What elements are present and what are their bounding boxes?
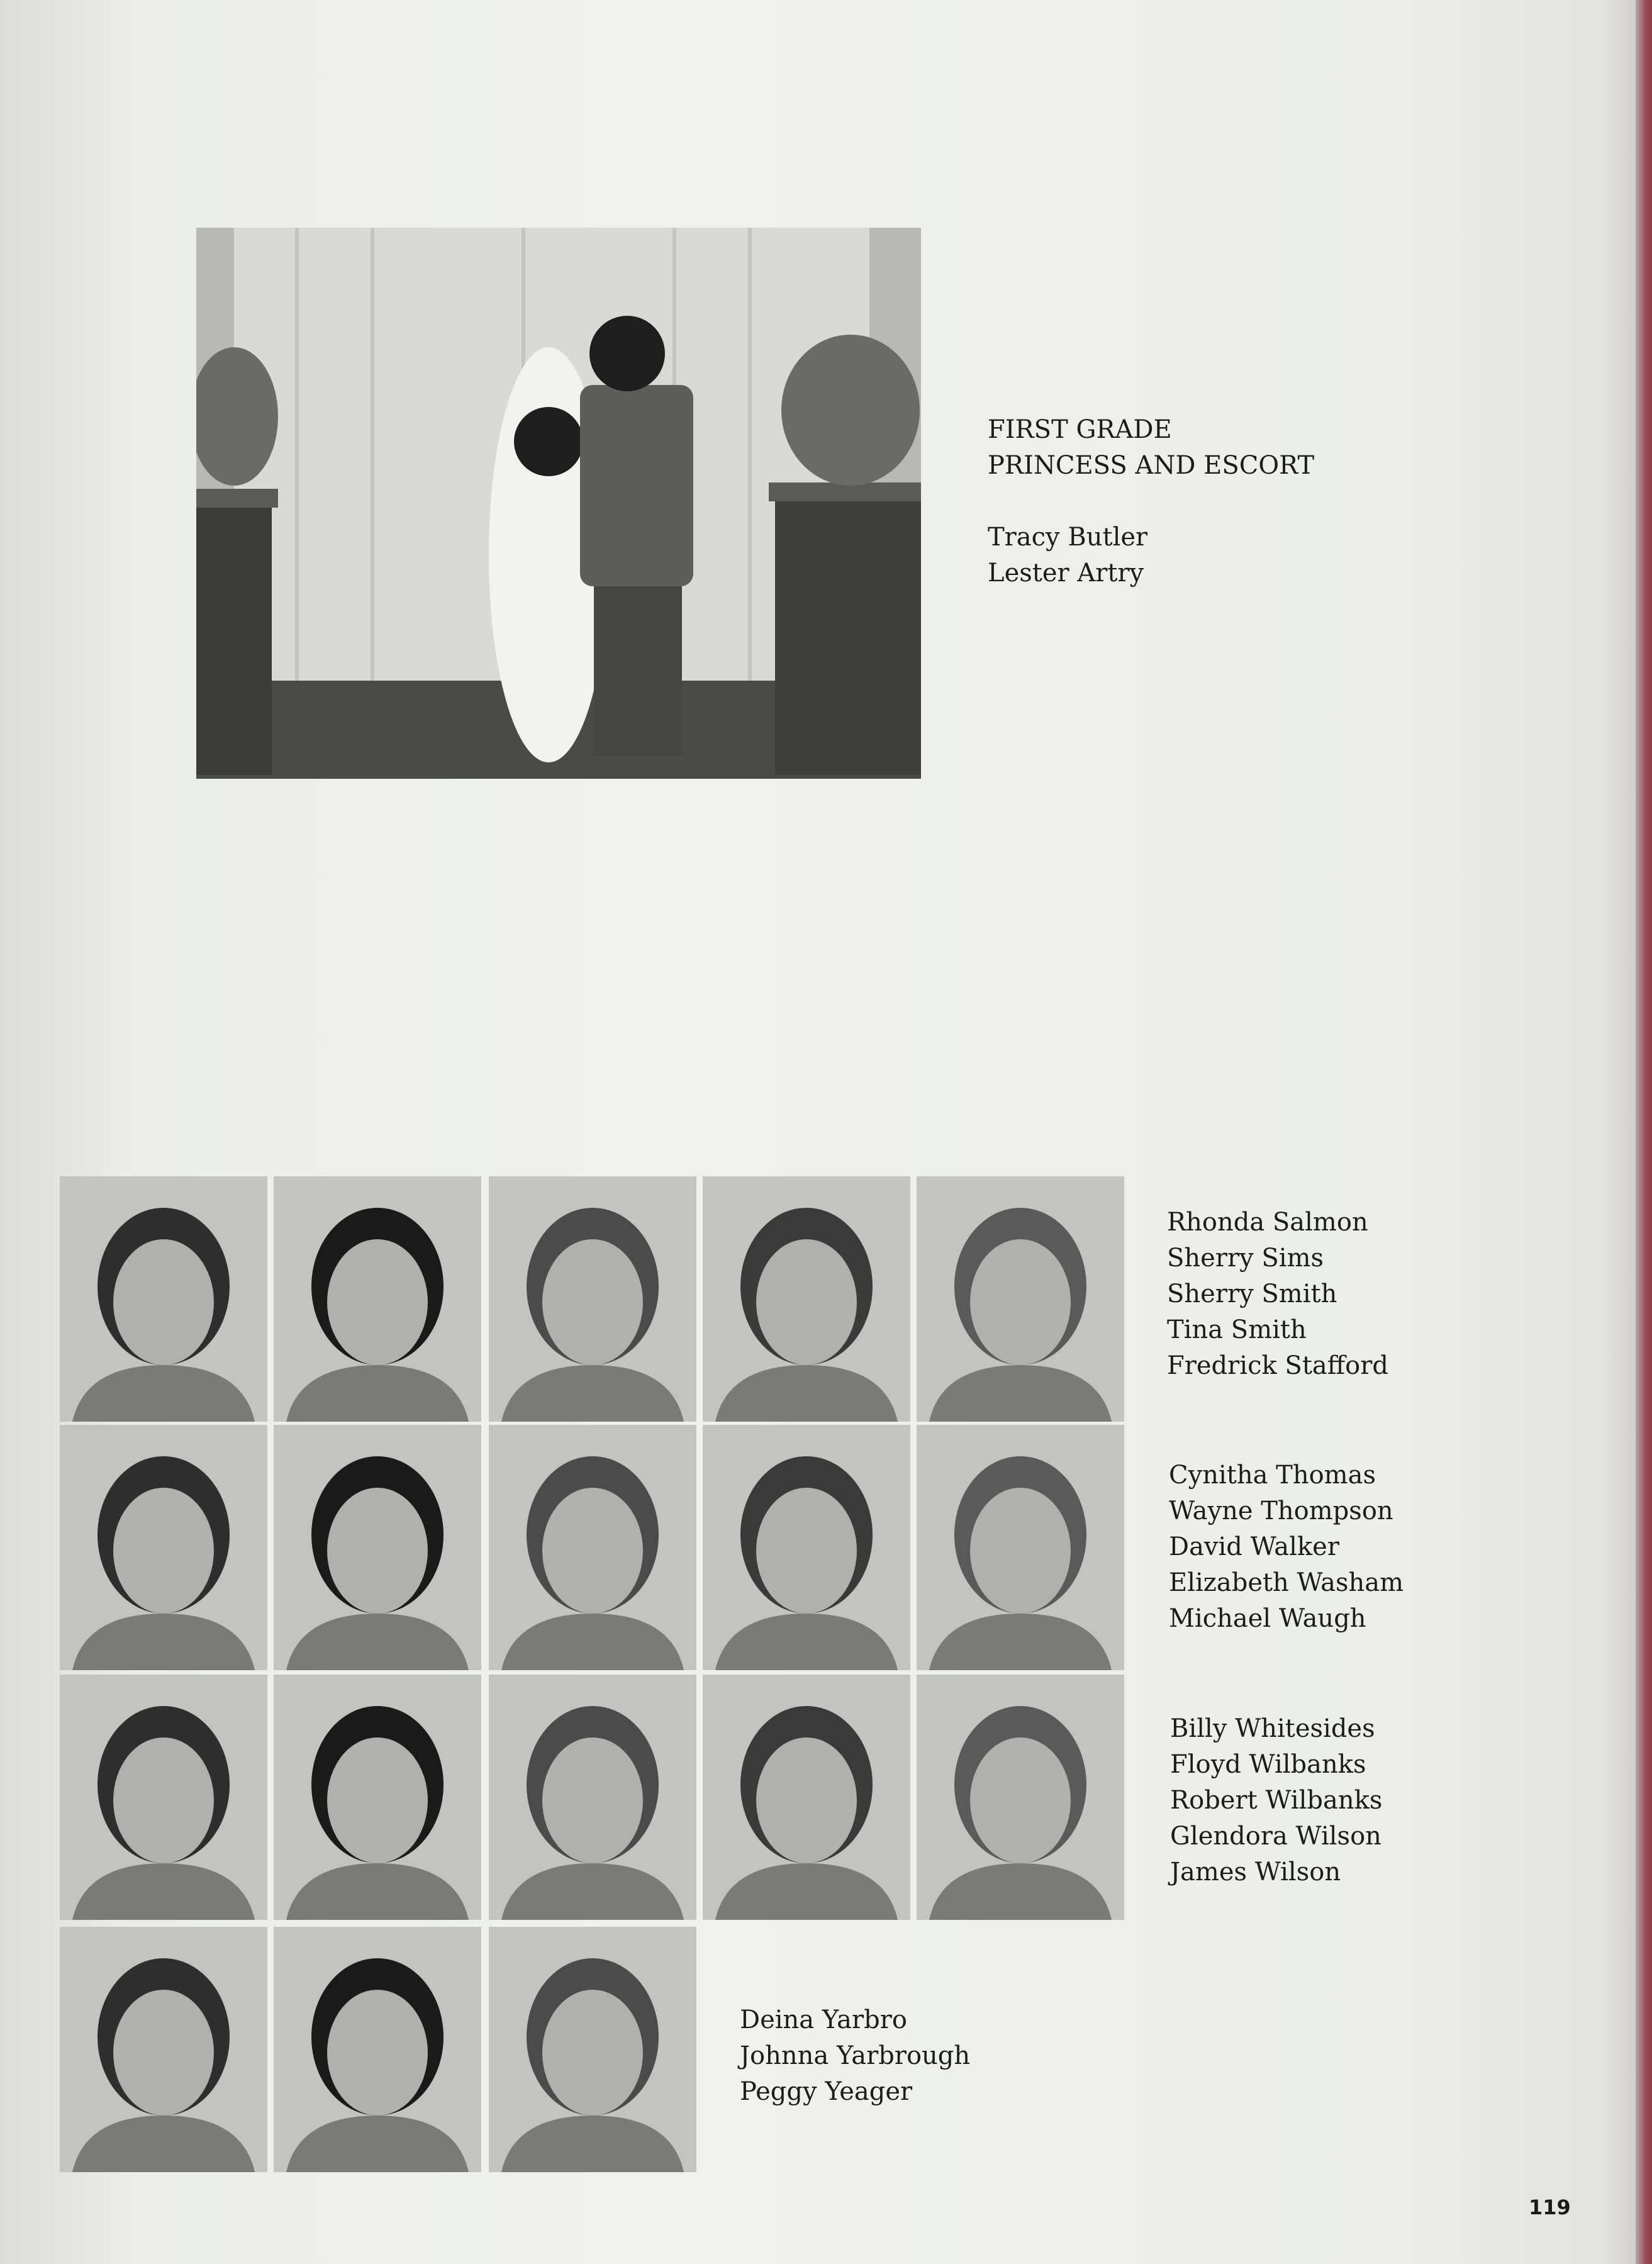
feature-name: Tracy Butler: [988, 523, 1148, 552]
feature-photo: [196, 228, 921, 779]
feature-name: Lester Artry: [988, 559, 1144, 588]
student-portrait: [489, 1176, 696, 1422]
student-name: Rhonda Salmon: [1167, 1208, 1368, 1237]
student-name: Sherry Sims: [1167, 1244, 1324, 1273]
student-portrait: [489, 1927, 696, 2172]
student-portrait: [489, 1425, 696, 1670]
student-name: Johnna Yarbrough: [740, 2041, 971, 2070]
student-name: Tina Smith: [1167, 1315, 1307, 1344]
student-portrait: [274, 1176, 481, 1422]
name-list: [1167, 1205, 1388, 1384]
student-portrait: [703, 1675, 910, 1920]
feature-heading-line1: FIRST GRADE: [988, 415, 1172, 444]
student-name: Cynitha Thomas: [1169, 1461, 1376, 1490]
student-portrait: [703, 1425, 910, 1670]
student-name: David Walker: [1169, 1532, 1339, 1561]
student-portrait: [917, 1675, 1124, 1920]
student-name: Fredrick Stafford: [1167, 1351, 1388, 1380]
student-name: Elizabeth Washam: [1169, 1568, 1404, 1597]
student-portrait: [274, 1927, 481, 2172]
student-name: James Wilson: [1170, 1858, 1341, 1887]
feature-heading-line2: PRINCESS AND ESCORT: [988, 451, 1315, 480]
student-name: Wayne Thompson: [1169, 1497, 1393, 1525]
student-name: Michael Waugh: [1169, 1604, 1366, 1633]
feature-caption: [988, 412, 1314, 591]
student-name: Deina Yarbro: [740, 2005, 907, 2034]
student-portrait: [60, 1927, 267, 2172]
student-name: Floyd Wilbanks: [1170, 1750, 1366, 1779]
student-name: Sherry Smith: [1167, 1280, 1337, 1308]
student-portrait: [60, 1425, 267, 1670]
student-portrait: [489, 1675, 696, 1920]
student-portrait: [60, 1176, 267, 1422]
student-name: Peggy Yeager: [740, 2077, 913, 2106]
student-portrait: [274, 1425, 481, 1670]
page-number: 119: [1529, 2195, 1571, 2219]
name-list: [1169, 1458, 1404, 1637]
student-portrait: [274, 1675, 481, 1920]
student-portrait: [703, 1176, 910, 1422]
student-name: Glendora Wilson: [1170, 1822, 1381, 1851]
student-name: Billy Whitesides: [1170, 1714, 1375, 1743]
name-list: [1170, 1711, 1382, 1890]
student-name: Robert Wilbanks: [1170, 1786, 1383, 1815]
name-list: [740, 2002, 970, 2110]
student-portrait: [917, 1425, 1124, 1670]
page-edge: [1636, 0, 1652, 2264]
student-portrait: [917, 1176, 1124, 1422]
student-portrait: [60, 1675, 267, 1920]
